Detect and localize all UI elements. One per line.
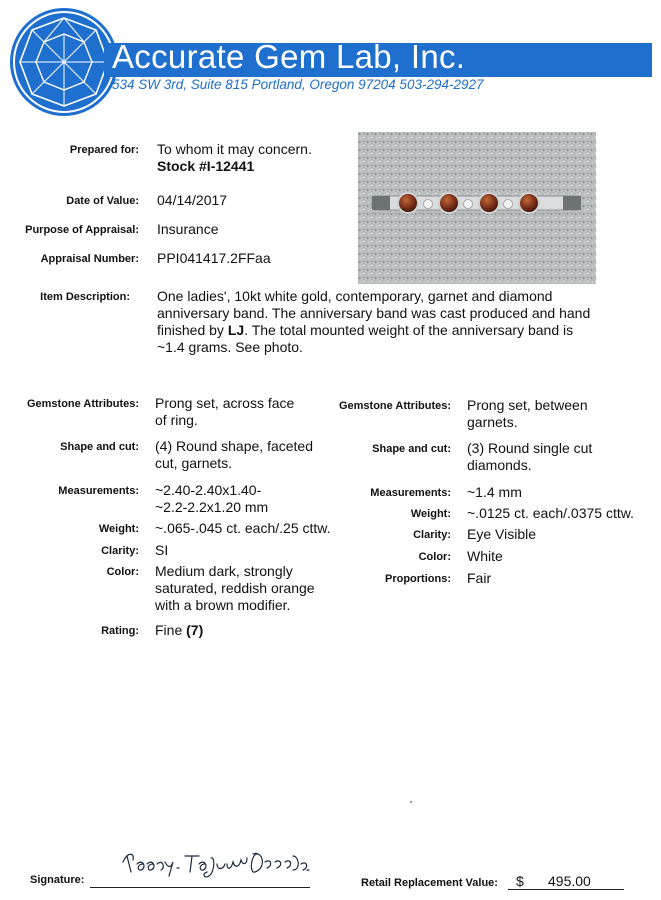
clarity-value: SI [155, 542, 169, 558]
value-line: of ring. [155, 412, 198, 428]
value-line: Medium dark, strongly [155, 563, 293, 579]
value-line: with a brown modifier. [155, 597, 291, 613]
measurements-value [155, 482, 268, 516]
rating-grade: (7) [186, 622, 204, 638]
purpose-label: Purpose of Appraisal: [25, 224, 139, 236]
appraisal-number-label: Appraisal Number: [40, 253, 139, 265]
clarity-label-right: Clarity: [413, 529, 451, 541]
proportions-value: Fair [467, 570, 492, 586]
shape-cut-value-right [467, 440, 592, 474]
gemstone-attributes-value-right [467, 397, 588, 431]
speck-mark [410, 801, 412, 803]
handwritten-signature [115, 842, 315, 884]
item-text: . The total mounted weight of the anniversary band is [244, 322, 574, 338]
item-description [157, 288, 627, 356]
color-label-right: Color: [418, 551, 451, 563]
item-text: finished by [157, 322, 228, 338]
item-description-line: One ladies', 10kt white gold, contemporary, garnet and diamond [157, 288, 553, 304]
prepared-for-value: To whom it may concern. [157, 141, 312, 157]
clarity-label: Clarity: [101, 545, 139, 557]
replacement-amount: 495.00 [548, 873, 591, 889]
ring-photo [358, 132, 596, 284]
rating-text: Fine [155, 622, 187, 638]
item-description-line: ~1.4 grams. See photo. [157, 339, 303, 355]
appraisal-number: PPI041417.2FFaa [157, 250, 271, 266]
shape-cut-value [155, 438, 313, 472]
weight-value: ~.065-.045 ct. each/.25 cttw. [155, 520, 331, 536]
signature-line [90, 887, 310, 888]
proportions-label: Proportions: [385, 573, 451, 585]
currency-symbol: $ [516, 873, 524, 889]
measurements-label: Measurements: [58, 485, 139, 497]
shape-cut-label-right: Shape and cut: [372, 443, 451, 455]
value-line: cut, garnets. [155, 455, 233, 471]
value-line: ~2.2-2.2x1.20 mm [155, 499, 269, 515]
company-name: Accurate Gem Lab, Inc. [112, 38, 466, 75]
value-line: Prong set, across face [155, 395, 295, 411]
item-description-label: Item Description: [40, 291, 130, 303]
finisher-initials: LJ [227, 322, 245, 338]
gemstone-attributes-value [155, 395, 294, 429]
date-of-value: 04/14/2017 [157, 192, 228, 208]
value-line: diamonds. [467, 457, 532, 473]
item-description-line [157, 322, 627, 339]
prepared-for-label: Prepared for: [69, 144, 139, 156]
value-line: (3) Round single cut [467, 440, 593, 456]
weight-value-right: ~.0125 ct. each/.0375 cttw. [467, 505, 634, 521]
value-line: garnets. [467, 414, 518, 430]
stock-number: Stock #I-12441 [157, 158, 255, 174]
weight-label-right: Weight: [410, 508, 451, 520]
value-line: Prong set, between [467, 397, 588, 413]
retail-replacement-label: Retail Replacement Value: [361, 877, 498, 889]
color-label: Color: [106, 566, 139, 578]
clarity-value-right: Eye Visible [467, 526, 537, 542]
value-line: (4) Round shape, faceted [155, 438, 313, 454]
weight-label: Weight: [98, 523, 139, 535]
value-line: ~2.40-2.40x1.40- [155, 482, 262, 498]
date-of-value-label: Date of Value: [66, 195, 139, 207]
gemstone-attributes-label-right: Gemstone Attributes: [338, 400, 451, 412]
color-value-right: White [467, 548, 503, 564]
item-description-line: anniversary band. The anniversary band was cast produced and hand [157, 305, 591, 321]
amount-line [508, 889, 624, 890]
signature-label: Signature: [30, 874, 85, 886]
measurements-label-right: Measurements: [370, 487, 451, 499]
gemstone-attributes-label: Gemstone Attributes: [26, 398, 139, 410]
rating-value [155, 622, 203, 639]
shape-cut-label: Shape and cut: [60, 441, 139, 453]
measurements-value-right: ~1.4 mm [467, 484, 522, 500]
color-value [155, 563, 315, 614]
purpose-value: Insurance [157, 221, 219, 237]
rating-label: Rating: [101, 625, 139, 637]
value-line: saturated, reddish orange [155, 580, 315, 596]
company-address: 534 SW 3rd, Suite 815 Portland, Oregon 97204 503-294-2927 [112, 77, 484, 92]
